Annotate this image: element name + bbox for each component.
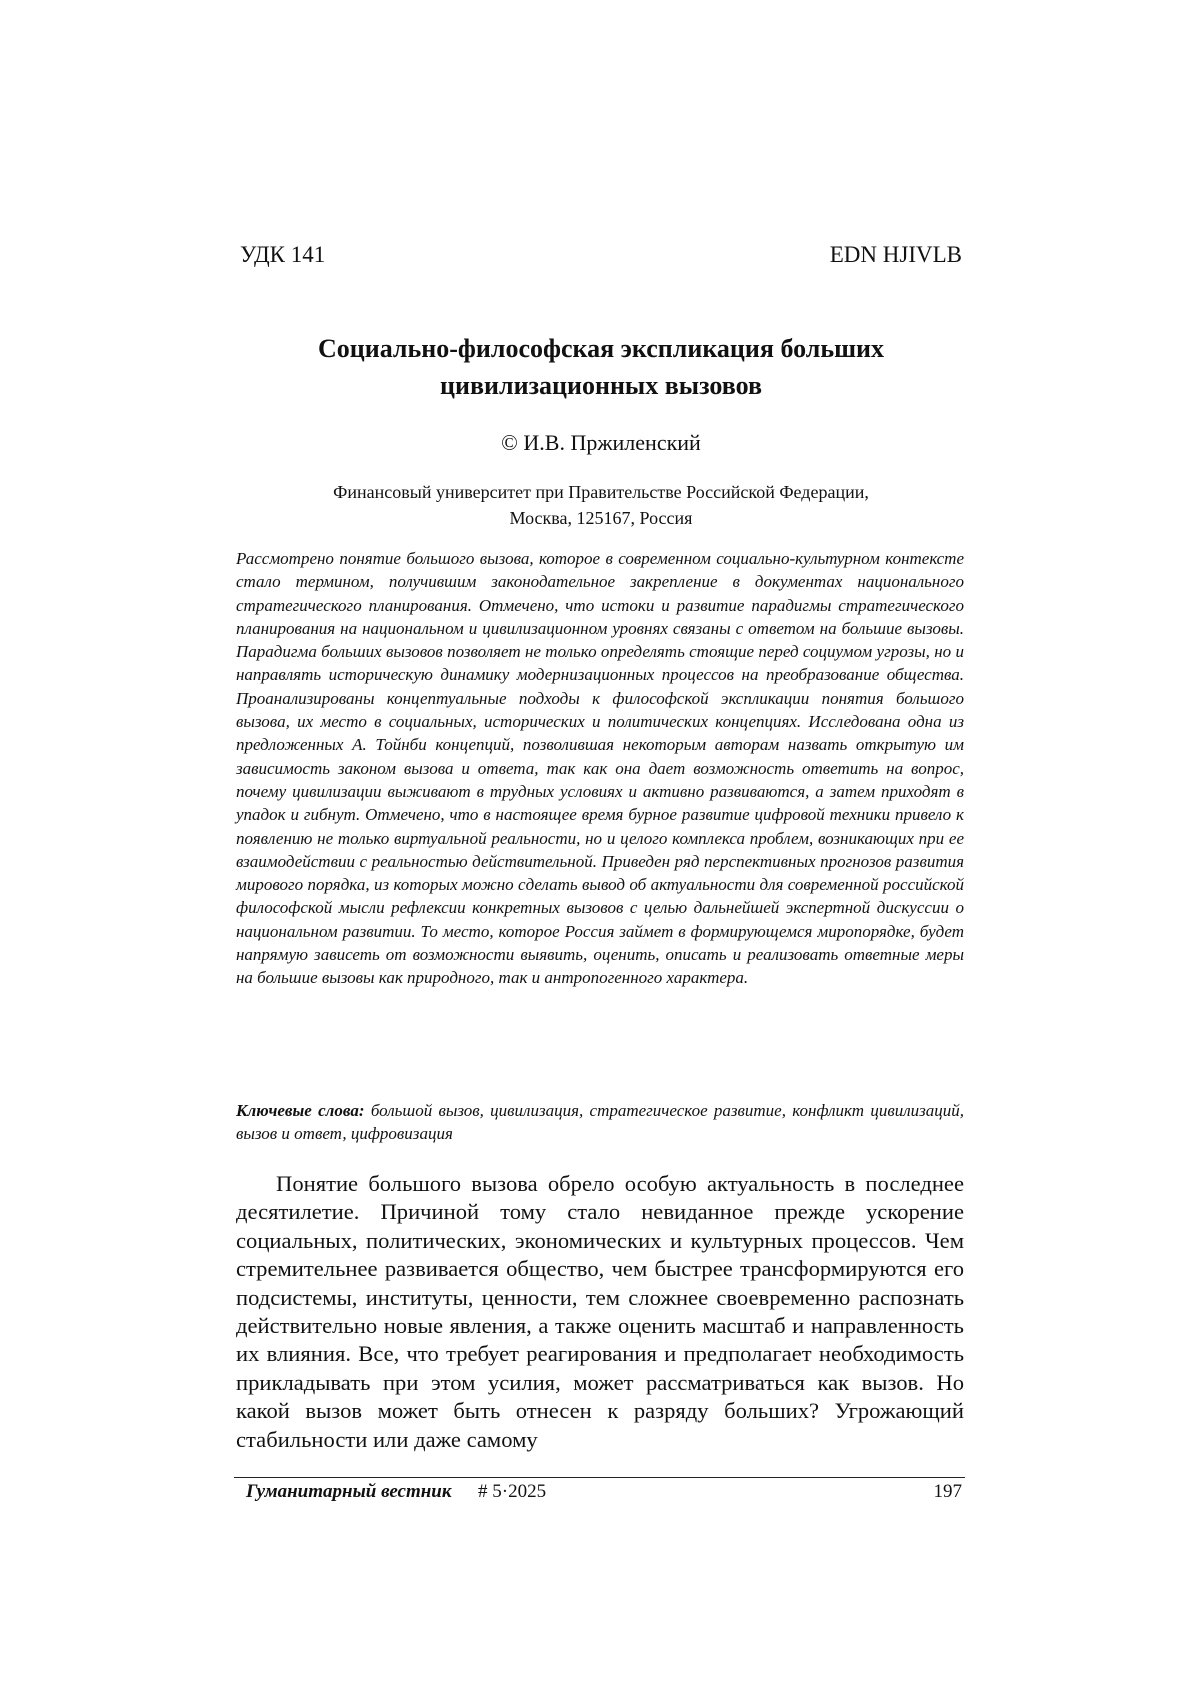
article-author: © И.В. Пржиленский (501, 430, 701, 455)
keywords-block (236, 1099, 964, 1146)
article-title (240, 330, 962, 404)
journal-name: Гуманитарный вестник (246, 1481, 452, 1502)
affiliation-line-1: Финансовый университет при Правительстве Российской Федерации, (333, 482, 869, 502)
article-meta-row (240, 242, 962, 274)
keywords-list: большой вызов, цивилизация, стратегическое развитие, конфликт цивилизаций, вызов и ответ, цифровизация (236, 1101, 964, 1144)
edn-code: EDN HJIVLB (829, 242, 962, 267)
body-paragraph: Понятие большого вызова обрело особую актуальность в последнее десятилетие. Причиной тому стало невиданное прежде ускорение социальных, политических, экономических и культурных процессов. Чем стремительнее развивается общество, чем быстрее трансформируются его подсистемы, институты, ценности, тем сложнее своевременно распознать действительно новые явления, а также оценить масштаб и направленность их влияния. Все, что требует реагирования и предполагает необходимость прикладывать при этом усилия, может рассматриваться как вызов. Но какой вызов может быть отнесен к разряду больших? Угрожающий стабильности или даже самому (236, 1171, 964, 1452)
page-number: 197 (933, 1481, 962, 1502)
affiliation-line-2: Москва, 125167, Россия (509, 508, 693, 528)
author-affiliation (240, 479, 962, 531)
page-footer (240, 1481, 962, 1509)
journal-issue: # 5·2025 (478, 1481, 547, 1502)
abstract-text: Рассмотрено понятие большого вызова, которое в современном социально-культурном контексте стало термином, получившим законодательное закрепление в документах национального стратегического планирования. Отмечено, что истоки и развитие парадигмы стратегического планирования на национальном и цивилизационном уровнях связаны с ответом на большие вызовы. Парадигма больших вызовов позволяет не только определять стоящие перед социумом угрозы, но и направлять историческую динамику модернизационных процессов на преобразование общества. Проанализированы концептуальные подходы к философской экспликации понятия большого вызова, их место в социальных, исторических и политических концепциях. Исследована одна из предложенных А. Тойнби концепций, позволившая некоторым авторам назвать открытую им зависимость законом вызова и ответа, так как она дает возможность ответить на вопрос, почему цивилизации выживают в трудных условиях и активно развиваются, а затем приходят в упадок и гибнут. Отмечено, что в настоящее время бурное развитие цифровой техники привело к появлению не только виртуальной реальности, но и целого комплекса проблем, возникающих при ее взаимодействии с реальностью действительной. Приведен ряд перспективных прогнозов развития мирового порядка, из которых можно сделать вывод об актуальности для современной российской философской мысли рефлексии конкретных вызовов с целью дальнейшей экспертной дискуссии о национальном развитии. То место, которое Россия займет в формирующемся миропорядке, будет напрямую зависеть от возможности выявить, оценить, описать и реализовать ответные меры на большие вызовы как природного, так и антропогенного характера. (236, 549, 964, 988)
keywords-label: Ключевые слова: (236, 1101, 365, 1120)
article-title-line-1: Социально-философская экспликация больших (317, 334, 885, 363)
footer-divider (234, 1477, 965, 1478)
udk-code: УДК 141 (240, 242, 326, 267)
article-title-line-2: цивилизационных вызовов (440, 371, 762, 400)
